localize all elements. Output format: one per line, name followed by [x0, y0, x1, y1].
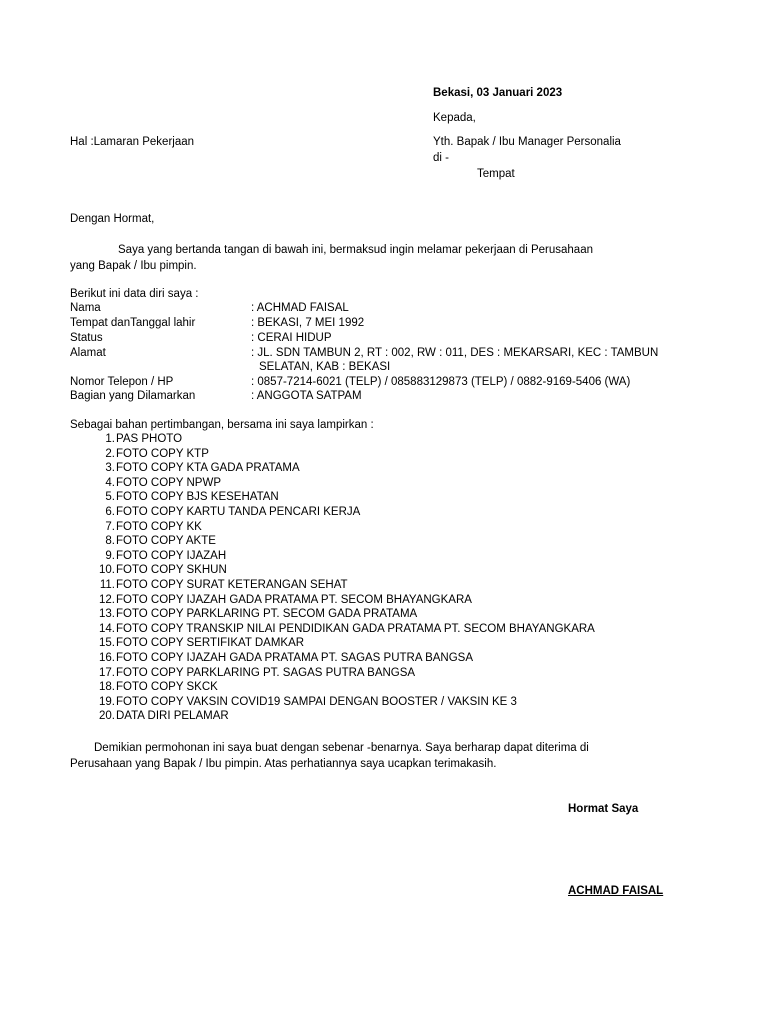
- list-number: 8.: [105, 535, 115, 548]
- personal-value: : CERAI HIDUP: [251, 332, 332, 344]
- personal-row-nama: [70, 301, 690, 316]
- list-text: DATA DIRI PELAMAR: [116, 710, 229, 723]
- list-item: [70, 578, 348, 593]
- list-item: [70, 607, 418, 622]
- subject-line: Hal :Lamaran Pekerjaan: [70, 136, 195, 148]
- signature-name: ACHMAD FAISAL: [568, 885, 664, 897]
- list-item: [70, 666, 416, 681]
- list-number: 9.: [105, 549, 115, 562]
- attachments-heading: Sebagai bahan pertimbangan, bersama ini saya lampirkan :: [70, 419, 374, 431]
- list-item: [70, 520, 202, 535]
- personal-row-bagian: [70, 389, 690, 404]
- regards: Hormat Saya: [568, 803, 639, 815]
- place-date: Bekasi, 03 Januari 2023: [433, 87, 563, 99]
- personal-label: Nomor Telepon / HP: [70, 376, 174, 388]
- list-item: [70, 709, 229, 724]
- list-item: [70, 447, 209, 462]
- list-number: 2.: [105, 447, 115, 460]
- list-text: FOTO COPY KTA GADA PRATAMA: [116, 462, 300, 475]
- list-number: 20.: [99, 710, 115, 723]
- intro-line-1: Saya yang bertanda tangan di bawah ini, bermaksud ingin melamar pekerjaan di Perusahaan: [118, 244, 593, 256]
- personal-label: Alamat: [70, 347, 106, 359]
- list-item: [70, 549, 227, 564]
- list-item: [70, 461, 300, 476]
- list-item: [70, 622, 595, 637]
- personal-row-status: [70, 331, 690, 346]
- list-number: 5.: [105, 491, 115, 504]
- personal-row-alamat: [70, 346, 690, 361]
- list-number: 14.: [99, 622, 115, 635]
- list-item: [70, 651, 474, 666]
- closing-line-1: Demikian permohonan ini saya buat dengan sebenar -benarnya. Saya berharap dapat diterima di: [94, 742, 589, 754]
- list-item: [70, 476, 222, 491]
- list-number: 13.: [99, 608, 115, 621]
- recipient-line: Yth. Bapak / Ibu Manager Personalia: [433, 136, 621, 148]
- list-text: FOTO COPY VAKSIN COVID19 SAMPAI DENGAN BOOSTER / VAKSIN KE 3: [116, 695, 517, 708]
- attachments-list: [70, 432, 595, 724]
- list-number: 10.: [99, 564, 115, 577]
- personal-value: : ACHMAD FAISAL: [251, 302, 349, 314]
- list-number: 15.: [99, 637, 115, 650]
- list-text: FOTO COPY NPWP: [116, 476, 222, 489]
- di-line: di -: [433, 152, 449, 164]
- closing-line-2: Perusahaan yang Bapak / Ibu pimpin. Atas perhatiannya saya ucapkan terimakasih.: [70, 758, 497, 770]
- personal-value: : JL. SDN TAMBUN 2, RT : 002, RW : 011, DES : MEKARSARI, KEC : TAMBUN: [251, 347, 659, 359]
- list-text: FOTO COPY PARKLARING PT. SAGAS PUTRA BANGSA: [116, 666, 416, 679]
- list-number: 6.: [105, 505, 115, 518]
- list-text: FOTO COPY IJAZAH: [116, 549, 227, 562]
- list-text: PAS PHOTO: [116, 433, 183, 445]
- personal-value: : ANGGOTA SATPAM: [251, 390, 362, 402]
- list-number: 4.: [105, 476, 115, 489]
- list-text: FOTO COPY SKHUN: [116, 564, 227, 577]
- salutation: Dengan Hormat,: [70, 213, 155, 225]
- personal-label: Nama: [70, 302, 101, 314]
- personal-row-telepon: [70, 375, 690, 390]
- personal-value: : 0857-7214-6021 (TELP) / 085883129873 (TELP) / 0882-9169-5406 (WA): [251, 376, 631, 388]
- list-number: 16.: [99, 651, 115, 664]
- data-heading: Berikut ini data diri saya :: [70, 288, 199, 300]
- list-text: FOTO COPY BJS KESEHATAN: [116, 491, 279, 504]
- list-number: 3.: [105, 462, 115, 475]
- list-number: 12.: [99, 593, 115, 606]
- list-number: 19.: [99, 695, 115, 708]
- list-text: FOTO COPY SKCK: [116, 681, 218, 694]
- kepada-line: Kepada,: [433, 112, 476, 124]
- personal-label: Tempat danTanggal lahir: [70, 317, 196, 329]
- list-number: 7.: [105, 520, 115, 533]
- list-number: 18.: [99, 681, 115, 694]
- list-item: [70, 432, 183, 447]
- personal-label: Status: [70, 332, 103, 344]
- list-item: [70, 636, 305, 651]
- list-item: [70, 505, 361, 520]
- list-text: FOTO COPY PARKLARING PT. SECOM GADA PRATAMA: [116, 608, 418, 621]
- list-text: FOTO COPY KK: [116, 520, 202, 533]
- list-number: 1.: [105, 433, 115, 445]
- list-item: [70, 695, 517, 710]
- list-text: FOTO COPY SURAT KETERANGAN SEHAT: [116, 578, 348, 591]
- list-text: FOTO COPY KTP: [116, 447, 209, 460]
- tempat-line: Tempat: [477, 168, 515, 180]
- list-item: [70, 680, 218, 695]
- list-text: FOTO COPY SERTIFIKAT DAMKAR: [116, 637, 305, 650]
- list-number: 11.: [99, 578, 115, 591]
- list-text: FOTO COPY TRANSKIP NILAI PENDIDIKAN GADA PRATAMA PT. SECOM BHAYANGKARA: [116, 622, 595, 635]
- list-text: FOTO COPY KARTU TANDA PENCARI KERJA: [116, 505, 361, 518]
- personal-row-ttl: [70, 316, 690, 331]
- list-text: FOTO COPY IJAZAH GADA PRATAMA PT. SAGAS PUTRA BANGSA: [116, 651, 474, 664]
- list-item: [70, 490, 279, 505]
- list-item: [70, 563, 227, 578]
- list-text: FOTO COPY IJAZAH GADA PRATAMA PT. SECOM BHAYANGKARA: [116, 593, 472, 606]
- personal-label: Bagian yang Dilamarkan: [70, 390, 196, 402]
- list-text: FOTO COPY AKTE: [116, 535, 216, 548]
- alamat-continuation: SELATAN, KAB : BEKASI: [259, 361, 391, 373]
- list-item: [70, 534, 216, 549]
- personal-value: : BEKASI, 7 MEI 1992: [251, 317, 365, 329]
- list-number: 17.: [99, 666, 115, 679]
- intro-line-2: yang Bapak / Ibu pimpin.: [70, 260, 197, 272]
- list-item: [70, 593, 472, 608]
